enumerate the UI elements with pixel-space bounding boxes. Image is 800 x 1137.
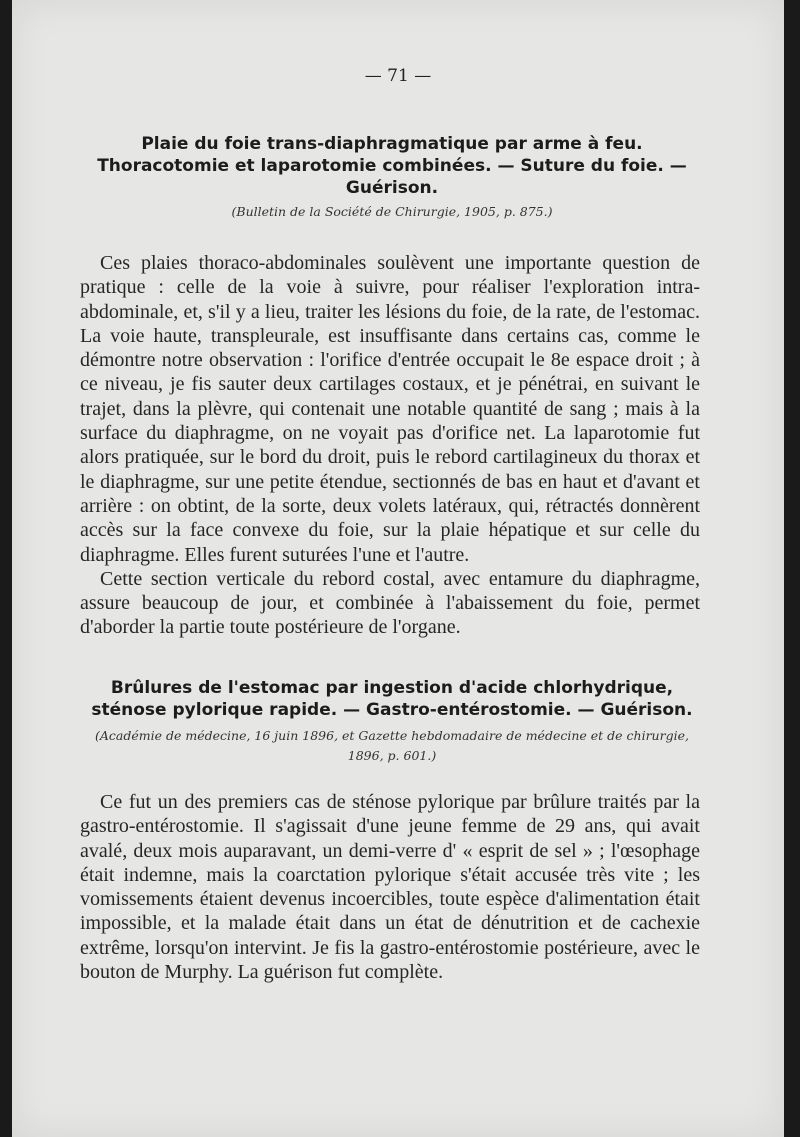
citation-liver-wound: (Bulletin de la Société de Chirurgie, 1905, p. 875.) — [231, 204, 553, 219]
document-page — [12, 0, 784, 1137]
page-number: — 71 — — [364, 66, 432, 86]
title-line: Plaie du foie trans-diaphragmatique par arme à feu. — [141, 134, 643, 154]
title-line: Guérison. — [345, 178, 439, 198]
body-text-liver-wound — [80, 251, 700, 640]
title-line: Thoracotomie et laparotomie combinées. — Suture du foie. — — [97, 156, 687, 176]
paragraph: Cette section verticale du rebord costal, avec entamure du diaphragme, assure beaucoup de jour, et combinée à l'abaissement du foie, permet d'aborder la partie toute postérieure de l'organe. — [80, 567, 700, 639]
title-line: sténose pylorique rapide. — Gastro-entérostomie. — Guérison. — [91, 700, 693, 720]
body-text-stomach-burns — [80, 790, 700, 984]
section-title-liver-wound — [72, 133, 712, 199]
citation-stomach-burns — [72, 726, 712, 766]
paragraph: Ce fut un des premiers cas de sténose pylorique par brûlure traités par la gastro-entérostomie. Il s'agissait d'une jeune femme de 29 ans, qui avait avalé, deux mois auparavant, un demi-verre d' « esprit de sel » ; l'œsophage était indemne, mais la coarctation pylorique s'était accusée très vite ; les vomissements étaient devenus incoercibles, toute espèce d'alimentation était impossible, et la malade était dans un état de dénutrition et de cachexie extrême, lorsqu'on intervint. Je fis la gastro-entérostomie postérieure, avec le bouton de Murphy. La guérison fut complète. — [80, 791, 700, 984]
section-title-stomach-burns — [72, 677, 712, 721]
paragraph: Ces plaies thoraco-abdominales soulèvent une importante question de pratique : celle de la voie à suivre, pour réaliser l'exploration intra-abdominale, et, s'il y a lieu, traiter les lésions du foie, de la rate, de l'estomac. La voie haute, transpleurale, est insuffisante dans certains cas, comme le démontre notre observation : l'orifice d'entrée occupait le 8e espace droit ; à ce niveau, je fis sauter deux cartilages costaux, et je pénétrai, en suivant le trajet, dans la plèvre, qui contenait une notable quantité de sang ; mais à la surface du diaphragme, on ne voyait pas d'orifice net. La laparotomie fut alors pratiquée, sur le bord du droit, puis le rebord cartilagineux du thorax et le diaphragme, sur une petite étendue, sectionnés de bas en haut et d'avant et arrière : on obtint, de la sorte, deux volets latéraux, qui, rétractés donnèrent accès sur la face convexe du foie, sur la plaie hépatique et sur celle du diaphragme. Elles furent suturées l'une et l'autre. — [80, 252, 700, 566]
citation-line: (Académie de médecine, 16 juin 1896, et Gazette hebdomadaire de médecine et de chirurgie, — [95, 728, 689, 743]
citation-line: 1896, p. 601.) — [347, 748, 437, 763]
title-line: Brûlures de l'estomac par ingestion d'acide chlorhydrique, — [110, 678, 674, 698]
